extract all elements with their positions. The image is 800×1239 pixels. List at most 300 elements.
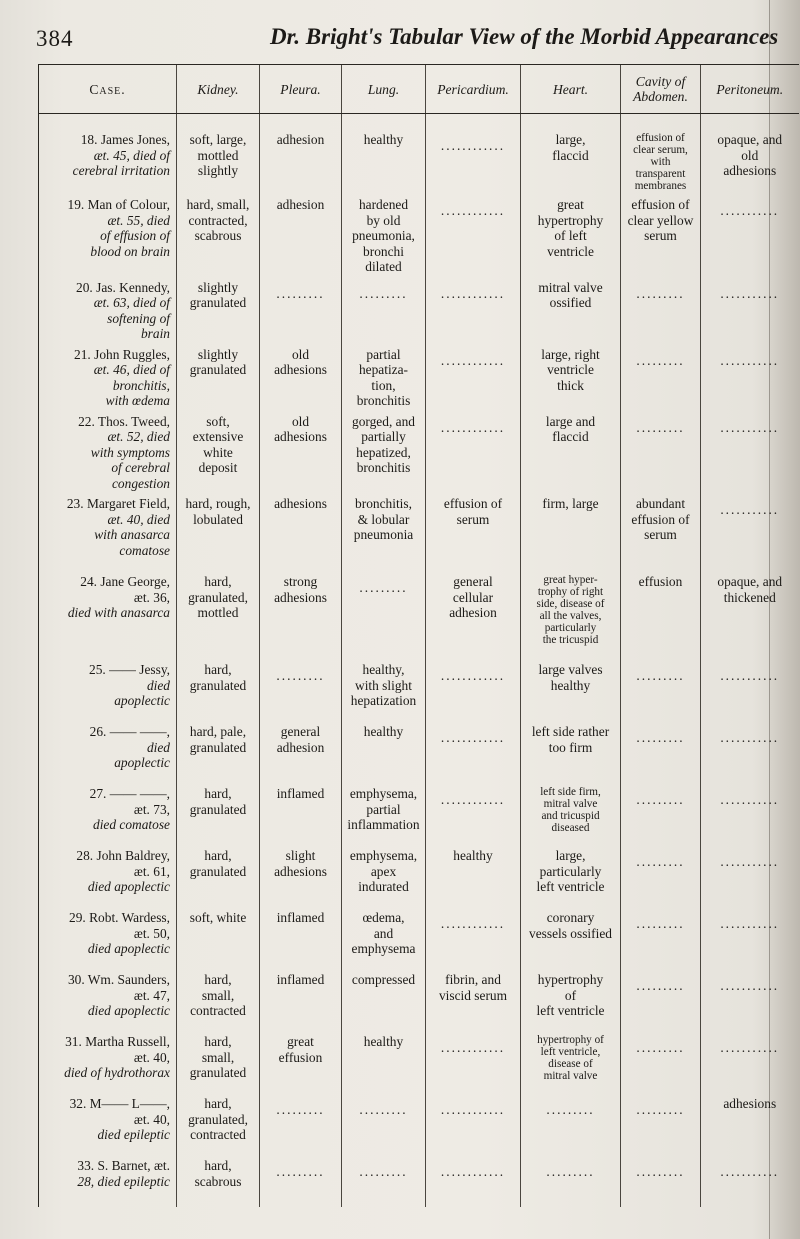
cell-kidney	[177, 1031, 260, 1093]
cell-case	[39, 344, 177, 411]
kidney-text: contracted,	[188, 212, 248, 228]
kidney-text: slightly	[197, 346, 239, 362]
kidney-text: hard,	[204, 1158, 232, 1173]
abdomen-text: .........	[636, 978, 685, 993]
heart-text: firm, large	[542, 496, 599, 511]
cell-pericardium	[426, 277, 521, 344]
cell-pleura	[260, 411, 342, 494]
kidney-text: granulated,	[188, 1111, 248, 1127]
heart-text: and tricuspid	[541, 810, 600, 822]
cell-case	[39, 114, 177, 195]
abdomen-text: .........	[636, 1164, 685, 1179]
lung-text: bronchi	[363, 243, 404, 259]
cell-case	[39, 969, 177, 1031]
kidney-text: contracted	[190, 1127, 246, 1142]
cell-peritoneum	[701, 659, 799, 721]
case-text: 28. John Baldrey,	[76, 848, 170, 863]
lung-text: .........	[359, 580, 408, 595]
cell-pericardium	[426, 783, 521, 845]
abdomen-text: .........	[636, 792, 685, 807]
cell-lung	[342, 907, 426, 969]
cell-heart	[521, 571, 621, 659]
case-text: comatose	[119, 542, 170, 558]
kidney-text: hard,	[204, 848, 232, 863]
pericardium-text: ............	[440, 1102, 506, 1117]
heart-text: hypertrophy	[537, 972, 604, 987]
case-text: died comatose	[93, 817, 170, 832]
lung-text: hardened	[358, 197, 409, 212]
case-text: 21. John Ruggles,	[74, 346, 170, 362]
kidney-text: hard,	[204, 662, 232, 677]
case-text: æt. 61,	[133, 863, 170, 879]
kidney-text: hard,	[204, 972, 232, 987]
abdomen-text: clear serum,	[633, 144, 688, 156]
cell-heart	[521, 493, 621, 571]
pleura-text: adhesion	[276, 132, 325, 147]
heart-text: .........	[546, 1164, 595, 1179]
abdomen-text: effusion	[638, 574, 683, 589]
abdomen-text: .........	[636, 419, 685, 435]
pericardium-text: healthy	[453, 848, 493, 863]
cell-lung	[342, 1093, 426, 1155]
pleura-text: .........	[276, 285, 325, 301]
heart-text: large and	[545, 413, 596, 429]
kidney-text: soft, large,	[189, 132, 247, 147]
cell-peritoneum	[701, 277, 799, 344]
cell-heart	[521, 344, 621, 411]
pleura-text: adhesions	[274, 362, 327, 377]
table-row	[39, 1093, 799, 1155]
cell-abdomen	[621, 1031, 701, 1093]
cell-pleura	[260, 845, 342, 907]
pleura-text: effusion	[278, 1049, 323, 1065]
pericardium-text: ............	[440, 138, 506, 153]
kidney-text: small,	[201, 987, 235, 1003]
abdomen-text: membranes	[634, 180, 687, 192]
cell-peritoneum	[701, 969, 799, 1031]
cell-pleura	[260, 907, 342, 969]
case-text: congestion	[111, 475, 170, 491]
cell-pleura	[260, 721, 342, 783]
cell-abdomen	[621, 344, 701, 411]
cell-lung	[342, 277, 426, 344]
cell-lung	[342, 493, 426, 571]
cell-pleura	[260, 277, 342, 344]
heart-text: left ventricle	[536, 1003, 605, 1018]
peritoneum-text: ...........	[720, 1164, 780, 1179]
heart-text: too firm	[548, 739, 593, 755]
cell-case	[39, 194, 177, 277]
case-text: 28, died epileptic	[77, 1173, 170, 1189]
cell-abdomen	[621, 969, 701, 1031]
abdomen-text: .........	[636, 352, 685, 368]
heart-text: diseased	[551, 822, 590, 834]
peritoneum-text: opaque, and	[717, 132, 783, 147]
heart-text: particularly	[544, 622, 597, 634]
case-text: bronchitis,	[112, 377, 170, 393]
case-text: æt. 46, died of	[93, 362, 170, 377]
pericardium-text: ............	[440, 203, 506, 218]
lung-text: pneumonia,	[352, 228, 415, 243]
cell-heart	[521, 114, 621, 195]
heart-text: of	[564, 987, 577, 1003]
lung-text: dilated	[365, 259, 402, 274]
cell-pleura	[260, 1093, 342, 1155]
heart-text: flaccid	[552, 429, 589, 444]
cell-heart	[521, 1093, 621, 1155]
pericardium-text: ............	[440, 419, 506, 435]
cell-kidney	[177, 1093, 260, 1155]
cell-abdomen	[621, 907, 701, 969]
table-row	[39, 969, 799, 1031]
cell-heart	[521, 1155, 621, 1207]
table-row	[39, 1031, 799, 1093]
heart-text: trophy of right	[537, 586, 604, 598]
lung-text: healthy,	[362, 662, 405, 677]
case-text: æt. 45, died of	[93, 147, 170, 163]
peritoneum-text: ...........	[720, 352, 780, 368]
cell-lung	[342, 845, 426, 907]
lung-text: emphysema,	[349, 848, 418, 863]
heart-text: of left	[554, 228, 587, 243]
peritoneum-text: ...........	[720, 502, 780, 517]
cell-case	[39, 845, 177, 907]
heart-text: large,	[555, 132, 586, 147]
heart-text: disease of	[548, 1058, 593, 1070]
cell-case	[39, 277, 177, 344]
pleura-text: .........	[276, 1164, 325, 1179]
heart-text: flaccid	[552, 147, 589, 163]
heart-text: coronary	[546, 910, 595, 925]
pericardium-text: ............	[440, 1040, 506, 1055]
peritoneum-text: ...........	[720, 1040, 780, 1055]
pericardium-text: adhesion	[449, 605, 497, 620]
cell-abdomen	[621, 194, 701, 277]
cell-kidney	[177, 1155, 260, 1207]
cell-heart	[521, 969, 621, 1031]
table-row	[39, 194, 799, 277]
case-text: æt. 36,	[133, 589, 170, 605]
case-text: æt. 40, died	[107, 511, 170, 527]
cell-pericardium	[426, 493, 521, 571]
kidney-text: slightly	[197, 279, 239, 295]
column-header-pleura: Pleura.	[260, 65, 342, 114]
pericardium-text: serum	[456, 511, 490, 527]
case-text: blood on brain	[90, 243, 170, 259]
lung-text: bronchitis,	[355, 496, 412, 511]
cell-peritoneum	[701, 1093, 799, 1155]
peritoneum-text: ...........	[720, 978, 780, 993]
lung-text: .........	[359, 1102, 408, 1117]
kidney-text: hard, small,	[186, 197, 250, 212]
column-header-pericardium: Pericardium.	[426, 65, 521, 114]
pleura-text: .........	[276, 668, 325, 683]
cell-abdomen	[621, 411, 701, 494]
peritoneum-text: ...........	[720, 854, 780, 869]
case-text: of effusion of	[100, 228, 170, 243]
cell-kidney	[177, 344, 260, 411]
cell-heart	[521, 721, 621, 783]
case-text: apoplectic	[114, 693, 170, 708]
cell-peritoneum	[701, 783, 799, 845]
peritoneum-text: ...........	[720, 285, 780, 301]
heart-text: thick	[557, 377, 584, 393]
lung-text: œdema,	[362, 910, 405, 925]
lung-text: & lobular	[357, 511, 410, 527]
pericardium-text: ............	[440, 668, 506, 683]
case-text: 26. —— ——,	[89, 724, 170, 739]
heart-text: left side rather	[531, 724, 610, 739]
abdomen-text: serum	[644, 228, 677, 243]
morbid-appearances-table	[38, 64, 799, 1207]
case-text: æt. 63, died of	[93, 295, 170, 310]
heart-text: all the valves,	[539, 610, 602, 622]
pleura-text: adhesions	[274, 863, 327, 879]
cell-heart	[521, 659, 621, 721]
heart-text: ventricle	[547, 243, 594, 259]
cell-heart	[521, 907, 621, 969]
case-text: died epileptic	[97, 1127, 170, 1142]
case-text: 32. M—— L——,	[69, 1096, 170, 1111]
peritoneum-text: adhesions	[723, 1096, 777, 1111]
kidney-text: contracted	[190, 1003, 246, 1018]
heart-text: left ventricle	[536, 879, 605, 894]
lung-text: hepatiza-	[358, 362, 409, 377]
cell-pleura	[260, 1031, 342, 1093]
heart-text: hypertrophy	[537, 212, 604, 228]
cell-pericardium	[426, 969, 521, 1031]
lung-text: by old	[366, 212, 401, 228]
column-header-lung: Lung.	[342, 65, 426, 114]
kidney-text: white	[203, 444, 233, 460]
case-text: with symptoms	[90, 444, 170, 460]
cell-abdomen	[621, 659, 701, 721]
heart-text: healthy	[550, 677, 591, 693]
kidney-text: mottled	[197, 147, 239, 163]
kidney-text: granulated	[189, 677, 247, 693]
case-text: with œdema	[105, 393, 170, 408]
cell-pericardium	[426, 571, 521, 659]
lung-text: .........	[359, 285, 408, 301]
case-text: 30. Wm. Saunders,	[67, 972, 170, 987]
cell-kidney	[177, 659, 260, 721]
cell-kidney	[177, 114, 260, 195]
abdomen-text: clear yellow	[627, 212, 694, 228]
abdomen-text: abundant	[635, 496, 686, 511]
abdomen-text: .........	[636, 1102, 685, 1117]
cell-peritoneum	[701, 493, 799, 571]
cell-pleura	[260, 493, 342, 571]
column-header-kidney: Kidney.	[177, 65, 260, 114]
case-text: died with anasarca	[67, 605, 170, 620]
pericardium-text: general	[453, 574, 493, 589]
lung-text: partial	[366, 801, 401, 817]
morbid-appearances-table-wrap	[38, 64, 784, 1224]
cell-pleura	[260, 194, 342, 277]
column-header-abdomen-line2: Abdomen.	[633, 89, 688, 104]
heart-text: ossified	[549, 295, 592, 310]
lung-text: emphysema	[351, 941, 416, 956]
lung-text: hepatized,	[356, 444, 411, 460]
lung-text: pneumonia	[353, 527, 414, 542]
cell-lung	[342, 194, 426, 277]
cell-kidney	[177, 571, 260, 659]
kidney-text: granulated	[189, 1065, 247, 1080]
case-text: 23. Margaret Field,	[66, 496, 170, 511]
column-header-heart: Heart.	[521, 65, 621, 114]
running-title: Dr. Bright's Tabular View of the Morbid Appearances	[270, 24, 779, 49]
column-header-abdomen	[621, 65, 701, 114]
table-row	[39, 783, 799, 845]
cell-abdomen	[621, 1093, 701, 1155]
table-row	[39, 114, 799, 195]
pleura-text: old	[291, 346, 310, 362]
case-text: 33. S. Barnet, æt.	[77, 1158, 170, 1173]
cell-pleura	[260, 571, 342, 659]
cell-pericardium	[426, 1155, 521, 1207]
cell-case	[39, 571, 177, 659]
table-row	[39, 493, 799, 571]
lung-text: partial	[366, 346, 401, 362]
kidney-text: granulated	[189, 739, 247, 755]
cell-peritoneum	[701, 1155, 799, 1207]
case-text: æt. 73,	[133, 801, 170, 817]
cell-lung	[342, 1155, 426, 1207]
cell-peritoneum	[701, 721, 799, 783]
lung-text: healthy	[363, 1034, 404, 1049]
cell-case	[39, 659, 177, 721]
heart-text: hypertrophy of	[537, 1034, 604, 1046]
case-text: cerebral irritation	[72, 163, 170, 178]
cell-pericardium	[426, 1093, 521, 1155]
pericardium-text: ............	[440, 916, 506, 931]
cell-kidney	[177, 907, 260, 969]
cell-lung	[342, 1031, 426, 1093]
kidney-text: granulated	[189, 863, 247, 879]
cell-pleura	[260, 1155, 342, 1207]
cell-abdomen	[621, 571, 701, 659]
lung-text: apex	[370, 863, 397, 879]
lung-text: with slight	[355, 677, 412, 693]
abdomen-text: effusion of	[631, 511, 690, 527]
kidney-text: soft,	[206, 413, 230, 429]
kidney-text: hard, pale,	[189, 724, 247, 739]
pericardium-text: viscid serum	[438, 987, 508, 1003]
cell-heart	[521, 194, 621, 277]
kidney-text: granulated	[189, 801, 247, 817]
cell-heart	[521, 845, 621, 907]
cell-peritoneum	[701, 344, 799, 411]
lung-text: .........	[359, 1164, 408, 1179]
pleura-text: great	[287, 1034, 314, 1049]
cell-pericardium	[426, 659, 521, 721]
cell-lung	[342, 659, 426, 721]
heart-text: large,	[555, 848, 586, 863]
case-text: 22. Thos. Tweed,	[78, 413, 170, 429]
kidney-text: hard, rough,	[185, 496, 251, 511]
cell-case	[39, 1155, 177, 1207]
abdomen-text: .........	[636, 730, 685, 745]
table-row	[39, 1155, 799, 1207]
cell-pericardium	[426, 845, 521, 907]
abdomen-text: transparent	[635, 168, 686, 180]
peritoneum-text: adhesions	[723, 163, 777, 178]
heart-text: mitral valve	[543, 1070, 598, 1082]
peritoneum-text: ...........	[720, 792, 780, 807]
cell-kidney	[177, 721, 260, 783]
case-text: 19. Man of Colour,	[67, 197, 170, 212]
case-text: 29. Robt. Wardess,	[69, 910, 170, 925]
table-body	[39, 114, 799, 1208]
heart-text: left side firm,	[540, 786, 601, 798]
kidney-text: hard,	[204, 1096, 232, 1111]
abdomen-text: .........	[636, 1040, 685, 1055]
cell-peritoneum	[701, 411, 799, 494]
pleura-text: adhesions	[274, 429, 327, 444]
pericardium-text: effusion of	[443, 496, 503, 511]
cell-kidney	[177, 194, 260, 277]
cell-peritoneum	[701, 571, 799, 659]
case-text: æt. 47,	[133, 987, 170, 1003]
lung-text: bronchitis	[356, 460, 411, 475]
case-text: of cerebral	[111, 460, 170, 475]
cell-kidney	[177, 783, 260, 845]
cell-kidney	[177, 493, 260, 571]
cell-case	[39, 1031, 177, 1093]
heart-text: vessels ossified	[529, 925, 612, 941]
table-row	[39, 721, 799, 783]
cell-peritoneum	[701, 907, 799, 969]
cell-case	[39, 493, 177, 571]
case-text: æt. 52, died	[107, 429, 170, 444]
abdomen-text: effusion of	[636, 132, 685, 144]
cell-lung	[342, 969, 426, 1031]
pleura-text: inflamed	[276, 786, 325, 801]
pleura-text: strong	[283, 574, 318, 589]
abdomen-text: serum	[644, 527, 677, 542]
kidney-text: mottled	[197, 605, 239, 620]
case-text: 20. Jas. Kennedy,	[76, 279, 170, 295]
table-row	[39, 571, 799, 659]
kidney-text: extensive	[192, 429, 244, 444]
page-number: 384	[36, 26, 74, 51]
kidney-text: scabrous	[194, 228, 242, 243]
kidney-text: deposit	[198, 460, 238, 475]
heart-text: mitral valve	[538, 279, 603, 295]
table-row	[39, 277, 799, 344]
cell-pleura	[260, 114, 342, 195]
case-text: æt. 55, died	[107, 212, 170, 228]
lung-text: indurated	[358, 879, 409, 894]
heart-text: large valves	[538, 662, 603, 677]
cell-pleura	[260, 783, 342, 845]
cell-pericardium	[426, 194, 521, 277]
heart-text: particularly	[539, 863, 602, 879]
column-header-peritoneum: Peritoneum.	[701, 65, 799, 114]
peritoneum-text: ...........	[720, 730, 780, 745]
cell-lung	[342, 411, 426, 494]
cell-peritoneum	[701, 194, 799, 277]
column-header-case: Case.	[39, 65, 177, 114]
kidney-text: granulated	[189, 362, 247, 377]
column-header-abdomen-line1: Cavity of	[635, 74, 686, 89]
abdomen-text: .........	[636, 916, 685, 931]
abdomen-text: effusion of	[631, 197, 690, 212]
case-text: with anasarca	[94, 527, 170, 542]
table-row	[39, 411, 799, 494]
cell-abdomen	[621, 1155, 701, 1207]
table-row	[39, 344, 799, 411]
